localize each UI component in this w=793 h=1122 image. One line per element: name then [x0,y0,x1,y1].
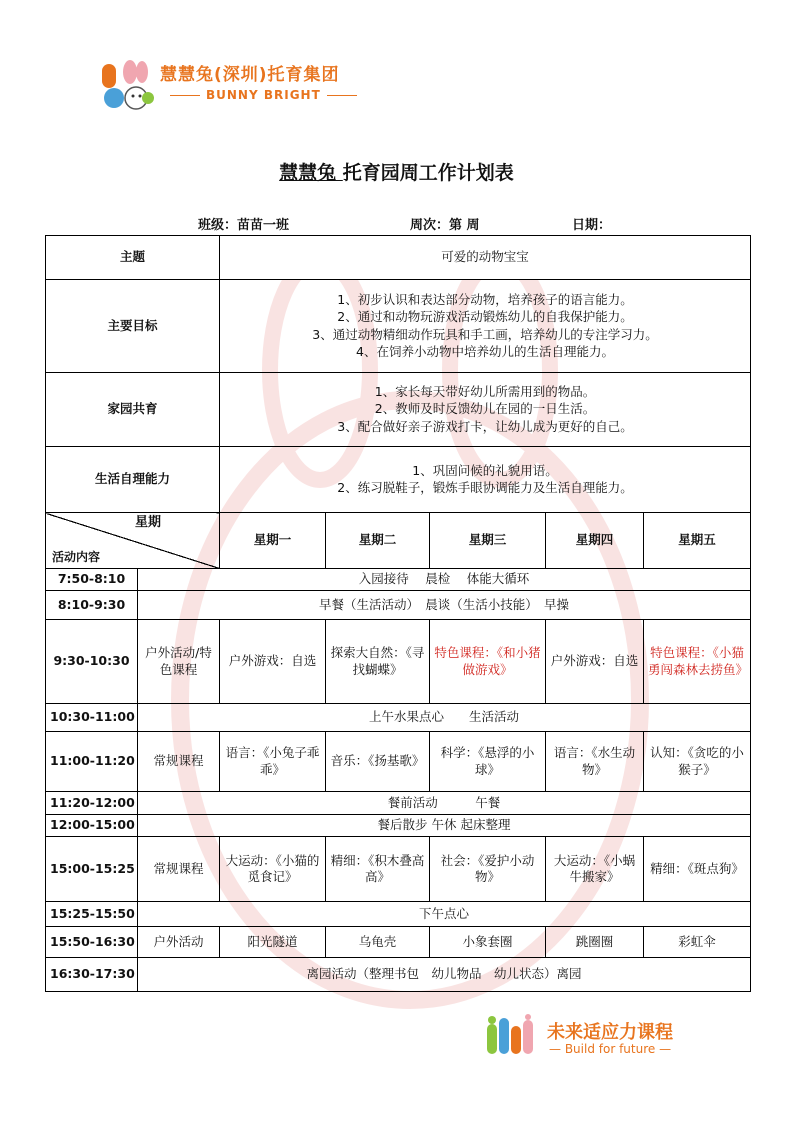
time-slot: 15:00-15:25 [46,837,138,902]
footer-brand-cn: 未来适应力课程 [547,1022,673,1043]
activity-cell: 科学：《悬浮的小球》 [430,732,546,792]
day-friday: 星期五 [644,513,751,569]
kids-logo-icon [485,1014,541,1056]
activity-cell: 入园接待 晨检 体能大循环 [138,569,751,591]
table-row [46,958,751,992]
activity-cell: 社会：《爱护小动物》 [430,837,546,902]
table-row [46,732,751,792]
theme-value: 可爱的动物宝宝 [220,236,751,280]
corner-header [46,513,220,569]
home-label: 家园共育 [46,373,220,447]
home-item: 1、家长每天带好幼儿所需用到的物品。 [374,384,596,400]
activity-cell: 上午水果点心 生活活动 [138,704,751,732]
activity-cell: 语言：《水生动物》 [546,732,644,792]
activity-cell: 精细：《积木叠高高》 [326,837,430,902]
activity-cell: 特色课程：《和小猪做游戏》 [430,620,546,704]
category-cell: 户外活动/特色课程 [138,620,220,704]
home-item: 3、配合做好亲子游戏打卡，让幼儿成为更好的自己。 [337,418,633,434]
activity-cell: 户外游戏：自选 [220,620,326,704]
class-label: 班级：苗苗一班 [198,218,290,233]
activity-cell: 离园活动（整理书包 幼儿物品 幼儿状态）离园 [138,958,751,992]
footer-brand-en: — Build for future — [549,1042,672,1056]
activity-cell: 彩虹伞 [644,927,751,958]
brand-name-cn: 慧慧兔(深圳)托育集团 [160,65,340,85]
goal-item: 1、初步认识和表达部分动物，培养孩子的语言能力。 [337,292,633,307]
activity-cell: 餐前活动 午餐 [138,792,751,815]
time-slot: 7:50-8:10 [46,569,138,591]
table-row [46,792,751,815]
day-wednesday: 星期三 [430,513,546,569]
time-slot: 15:50-16:30 [46,927,138,958]
self-care-row [46,447,751,513]
brand-name-en: BUNNY BRIGHT [164,88,363,102]
page-title: 慧慧兔 托育园周工作计划表 [279,162,514,184]
time-slot: 16:30-17:30 [46,958,138,992]
activity-cell: 音乐：《扬基歌》 [326,732,430,792]
corner-weekday-label: 星期 [135,515,162,530]
home-item: 2、教师及时反馈幼儿在园的一日生活。 [374,401,596,417]
footer-logo [485,1014,705,1060]
table-row [46,591,751,620]
category-cell: 常规课程 [138,732,220,792]
time-slot: 15:25-15:50 [46,902,138,927]
activity-cell: 精细：《斑点狗》 [644,837,751,902]
time-slot: 11:00-11:20 [46,732,138,792]
activity-cell: 大运动：《小猫的觅食记》 [220,837,326,902]
activity-cell: 跳圈圈 [546,927,644,958]
time-slot: 12:00-15:00 [46,815,138,837]
self-care-label: 生活自理能力 [46,447,220,513]
activity-cell: 小象套圈 [430,927,546,958]
day-monday: 星期一 [220,513,326,569]
weekly-plan-table [45,235,751,992]
day-thursday: 星期四 [546,513,644,569]
table-row [46,620,751,704]
table-row [46,569,751,591]
self-care-item: 2、练习脱鞋子，锻炼手眼协调能力及生活自理能力。 [337,480,633,495]
table-row [46,837,751,902]
category-cell: 常规课程 [138,837,220,902]
table-row [46,902,751,927]
activity-cell: 餐后散步 午休 起床整理 [138,815,751,837]
activity-cell: 特色课程：《小猫勇闯森林去捞鱼》 [644,620,751,704]
table-row [46,927,751,958]
week-label: 周次：第 周 [410,218,480,233]
activity-cell: 认知：《贪吃的小猴子》 [644,732,751,792]
goal-item: 3、通过动物精细动作玩具和手工画，培养幼儿的专注学习力。 [312,326,658,342]
activity-cell: 语言：《小兔子乖乖》 [220,732,326,792]
time-slot: 9:30-10:30 [46,620,138,704]
goal-item: 2、通过和动物玩游戏活动锻炼幼儿的自我保护能力。 [337,309,633,325]
activity-cell: 乌龟壳 [326,927,430,958]
activity-cell: 大运动：《小蜗牛搬家》 [546,837,644,902]
activity-cell: 早餐（生活活动） 晨谈（生活小技能） 早操 [138,591,751,620]
theme-row [46,236,751,280]
time-slot: 8:10-9:30 [46,591,138,620]
activity-cell: 阳光隧道 [220,927,326,958]
self-care-item: 1、巩固问候的礼貌用语。 [412,462,558,478]
home-row [46,373,751,447]
activity-cell: 户外游戏：自选 [546,620,644,704]
brand-logo [100,56,380,112]
time-slot: 11:20-12:00 [46,792,138,815]
goals-row [46,280,751,373]
corner-activity-label: 活动内容 [52,550,101,565]
category-cell: 户外活动 [138,927,220,958]
bunny-logo-icon [100,58,154,110]
table-row [46,704,751,732]
day-tuesday: 星期二 [326,513,430,569]
weekday-header-row [46,513,751,569]
goals-label: 主要目标 [46,280,220,373]
table-row [46,815,751,837]
activity-cell: 下午点心 [138,902,751,927]
activity-cell: 探索大自然：《寻找蝴蝶》 [326,620,430,704]
theme-label: 主题 [46,236,220,280]
date-label: 日期： [572,218,612,233]
goal-item: 4、在饲养小动物中培养幼儿的生活自理能力。 [356,343,615,359]
time-slot: 10:30-11:00 [46,704,138,732]
